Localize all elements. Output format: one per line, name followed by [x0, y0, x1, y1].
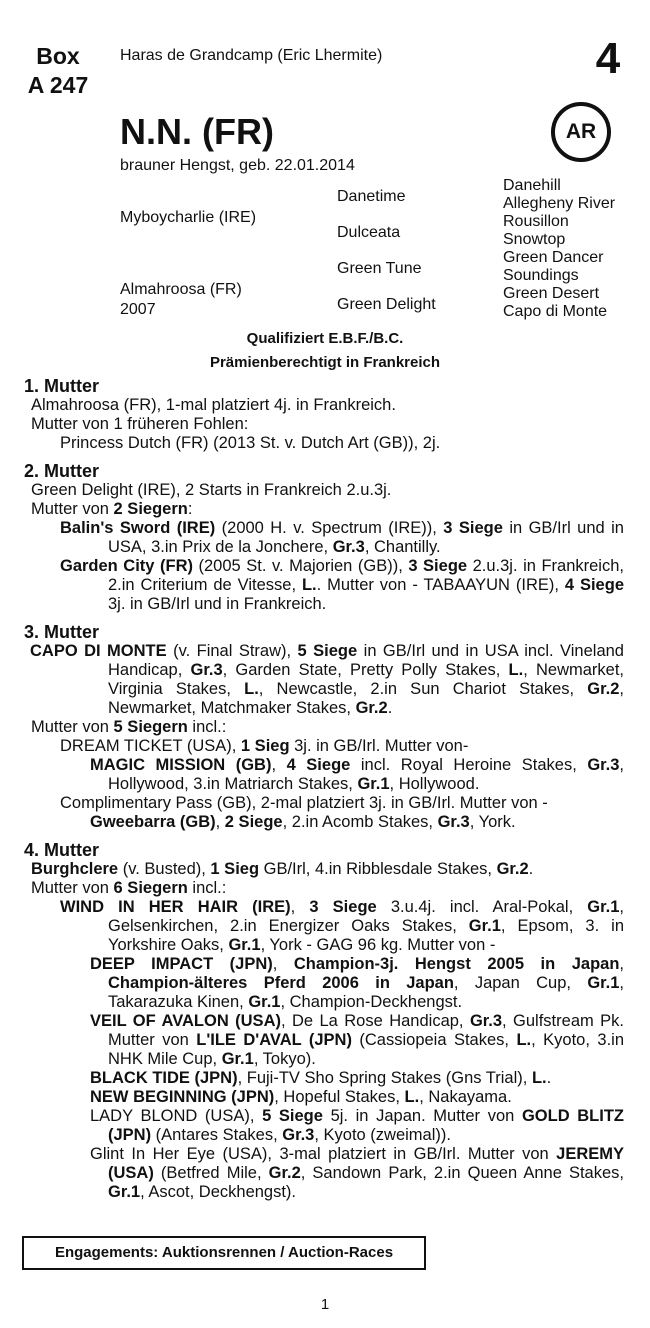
pedigree-grandparent: Green Delight [337, 296, 436, 313]
qualification-ebf: Qualifiziert E.B.F./B.C. [246, 330, 404, 347]
section-entry: Burghclere (v. Busted), 1 Sieg GB/Irl, 4.in Ribblesdale Stakes, Gr.2. [31, 860, 534, 878]
pedigree-great-grandparents [503, 177, 615, 321]
section-heading: 3. Mutter [24, 622, 100, 642]
section-entry: Almahroosa (FR), 1-mal platziert 4j. in Frankreich. [31, 396, 396, 414]
pedigree-great-grandparent: Rousillon [503, 213, 569, 230]
section-entry: Garden City (FR) (2005 St. v. Majorien (GB)), 3 Siege 2.u.3j. in Frankreich, 2.in Criterium de Vitesse, L.. Mutter von - TABAAYUN (IRE), 4 Siege 3j. in GB/Irl und in Frankreich. [60, 557, 624, 613]
dam-line-sections [24, 376, 624, 1202]
ar-badge: AR [551, 102, 611, 162]
section-entry: Mutter von 6 Siegern incl.: [31, 879, 227, 897]
section-heading: 4. Mutter [24, 840, 100, 860]
section-entry: NEW BEGINNING (JPN), Hopeful Stakes, L., Nakayama. [90, 1088, 512, 1106]
box-code: A 247 [27, 72, 89, 98]
box-label: Box [36, 43, 80, 69]
section-entry: VEIL OF AVALON (USA), De La Rose Handicap, Gr.3, Gulfstream Pk. Mutter von L'ILE D'AVAL (JPN) (Cassiopeia Stakes, L., Kyoto, 3.in NHK Mile Cup, Gr.1, Tokyo). [90, 1012, 624, 1068]
section-entry: LADY BLOND (USA), 5 Siege 5j. in Japan. Mutter von GOLD BLITZ (JPN) (Antares Stakes, Gr.3, Kyoto (zweimal)). [90, 1107, 624, 1144]
section-entry: WIND IN HER HAIR (IRE), 3 Siege 3.u.4j. incl. Aral-Pokal, Gr.1, Gelsenkirchen, 2.in Energizer Oaks Stakes, Gr.1, Epsom, 3. in Yorkshire Oaks, Gr.1, York - GAG 96 kg. Mutter von - [60, 898, 624, 954]
section-entry: Complimentary Pass (GB), 2-mal platziert 3j. in GB/Irl. Mutter von - [60, 794, 548, 812]
horse-name: N.N. (FR) [120, 111, 274, 152]
section-entry: MAGIC MISSION (GB), 4 Siege incl. Royal Heroine Stakes, Gr.3, Hollywood, 3.in Matriarch Stakes, Gr.1, Hollywood. [90, 756, 625, 793]
section-entry: DREAM TICKET (USA), 1 Sieg 3j. in GB/Irl. Mutter von- [60, 737, 469, 755]
section-entry: Glint In Her Eye (USA), 3-mal platziert in GB/Irl. Mutter von JEREMY (USA) (Betfred Mile, Gr.2, Sandown Park, 2.in Queen Anne Stakes, Gr.1, Ascot, Deckhengst). [90, 1145, 624, 1201]
pedigree-great-grandparent: Capo di Monte [503, 303, 608, 320]
section-entry: BLACK TIDE (JPN), Fuji-TV Sho Spring Stakes (Gns Trial), L.. [90, 1069, 552, 1087]
section-entry: Mutter von 2 Siegern: [31, 500, 193, 518]
pedigree-great-grandparent: Soundings [503, 267, 579, 284]
breeder: Haras de Grandcamp (Eric Lhermite) [120, 47, 383, 64]
section-entry: DEEP IMPACT (JPN), Champion-3j. Hengst 2005 in Japan, Champion-älteres Pferd 2006 in Japan, Japan Cup, Gr.1, Takarazuka Kinen, Gr.1, Champion-Deckhengst. [90, 955, 625, 1011]
page-number: 1 [320, 1296, 330, 1313]
section-entry: Balin's Sword (IRE) (2000 H. v. Spectrum (IRE)), 3 Siege in GB/Irl und in USA, 3.in Prix de la Jonchere, Gr.3, Chantilly. [60, 519, 624, 556]
qualification-premium: Prämienberechtigt in Frankreich [209, 354, 441, 371]
pedigree-grandparent: Danetime [337, 188, 406, 205]
section-entry: Mutter von 5 Siegern incl.: [31, 718, 227, 736]
pedigree-dam-year: 2007 [120, 301, 156, 318]
pedigree-dam [120, 280, 242, 320]
lot-number: 4 [595, 34, 621, 83]
pedigree-grandparent: Dulceata [337, 224, 401, 241]
pedigree-great-grandparent: Allegheny River [503, 195, 616, 212]
section-heading: 1. Mutter [24, 376, 100, 396]
section-heading: 2. Mutter [24, 461, 100, 481]
engagements-box: Engagements: Auktionsrennen / Auction-Races [22, 1236, 426, 1270]
section-entry: Green Delight (IRE), 2 Starts in Frankreich 2.u.3j. [31, 481, 392, 499]
box-number [22, 42, 94, 100]
section-entry: CAPO DI MONTE (v. Final Straw), 5 Siege in GB/Irl und in USA incl. Vineland Handicap, Gr.3, Garden State, Pretty Polly Stakes, L., Newmarket, Virginia Stakes, L., Newcastle, 2.in Sun Chariot Stakes, Gr.2, Newmarket, Matchmaker Stakes, Gr.2. [30, 642, 625, 717]
pedigree-great-grandparent: Green Desert [503, 285, 600, 302]
pedigree-sire: Myboycharlie (IRE) [120, 209, 257, 226]
pedigree-dam-name: Almahroosa (FR) [120, 281, 242, 298]
pedigree-great-grandparent: Snowtop [503, 231, 566, 248]
horse-description: brauner Hengst, geb. 22.01.2014 [120, 157, 355, 174]
pedigree-great-grandparent: Danehill [503, 177, 561, 194]
pedigree-grandparent: Green Tune [337, 260, 422, 277]
section-entry: Mutter von 1 früheren Fohlen: [31, 415, 249, 433]
pedigree-great-grandparent: Green Dancer [503, 249, 604, 266]
section-entry: Gweebarra (GB), 2 Siege, 2.in Acomb Stakes, Gr.3, York. [90, 813, 516, 831]
section-entry: Princess Dutch (FR) (2013 St. v. Dutch Art (GB)), 2j. [60, 434, 441, 452]
